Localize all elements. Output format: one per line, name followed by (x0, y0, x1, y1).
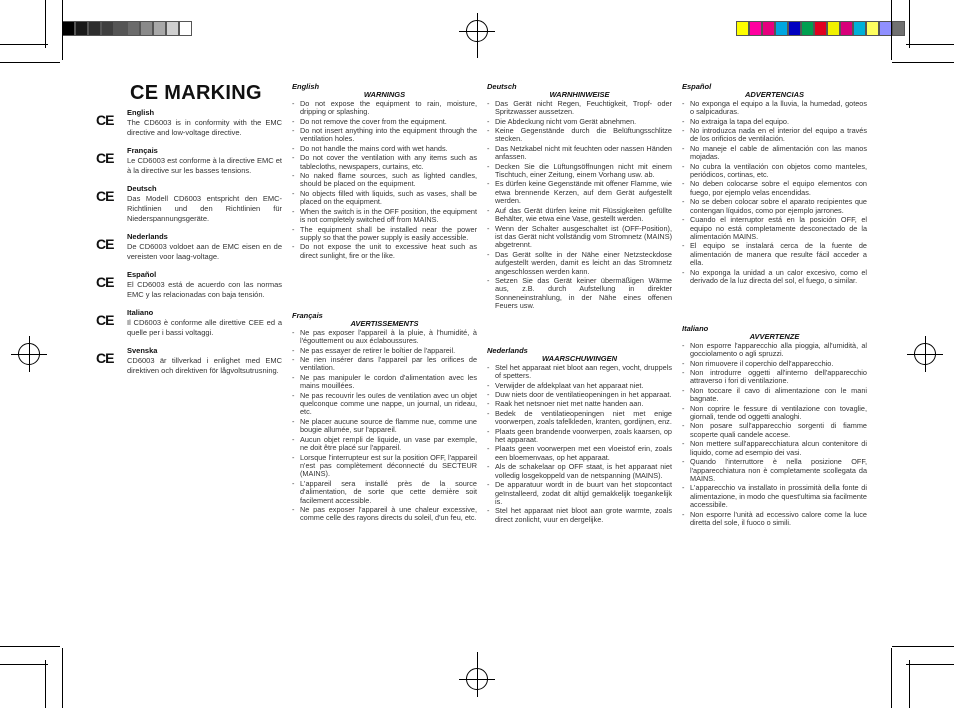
warning-item: - Wenn der Schalter ausgeschaltet ist (OFF-Position), ist das Gerät nicht vollständig vom Stromnetz (MAINS) abgetrennt. (487, 225, 672, 250)
warning-item: - Cuando el interruptor está en la posición OFF, el equipo no está completamente desconectado de la alimentación MAINS. (682, 216, 867, 241)
ce-logo-icon: CE (96, 112, 114, 128)
warning-item: - Ne pas manipuler le cordon d'alimentation avec les mains mouillées. (292, 374, 477, 391)
ce-logo-icon: CE (96, 236, 114, 252)
warning-item: - Non esporre l'unità ad eccessivo calore come la luce diretta del sole, il fuoco o simili. (682, 511, 867, 528)
color-swatch (814, 21, 827, 36)
crop-mark (909, 0, 910, 48)
warning-item: - Non posare sull'apparecchio sorgenti di fiamme scoperte quali candele accese. (682, 422, 867, 439)
section-title: WARNHINWEISE (549, 90, 610, 100)
color-bar-right (736, 21, 905, 36)
warning-item: - No cubra la ventilación con objetos como manteles, periódicos, cortinas, etc. (682, 163, 867, 180)
ce-list (96, 108, 282, 384)
color-swatch (866, 21, 879, 36)
warning-list (292, 100, 477, 260)
registration-mark (18, 343, 40, 365)
warning-item: - Es dürfen keine Gegenstände mit offener Flamme, wie etwa brennende Kerzen, auf dem Gerät aufgestellt werden. (487, 180, 672, 205)
warning-item: - Keine Gegenstände durch die Belüftungsschlitze stecken. (487, 127, 672, 144)
warning-item: - Das Gerät sollte in der Nähe einer Netzsteckdose aufgestellt werden, damit es leicht an das Stromnetz angeschlossen werden kann. (487, 251, 672, 276)
warning-item: - Plaats geen brandende voorwerpen, zoals kaarsen, op het apparaat. (487, 428, 672, 445)
section-language: English (292, 82, 320, 91)
page-title: CE MARKING (130, 82, 262, 104)
color-swatch (736, 21, 749, 36)
warning-item: - No objects filled with liquids, such as vases, shall be placed on the equipment. (292, 190, 477, 207)
column-italiano (682, 325, 867, 528)
color-swatch (827, 21, 840, 36)
crop-mark (892, 646, 954, 647)
warning-item: - Do not insert anything into the equipment through the ventilation holes. (292, 127, 477, 144)
warning-list (487, 100, 672, 311)
section-language: Nederlands (487, 346, 528, 355)
ce-statement: De CD6003 voldoet aan de EMC eisen en de vereisten voor laag-voltage. (127, 242, 282, 261)
warning-item: - Stel het apparaat niet bloot aan regen, vocht, druppels of spetters. (487, 364, 672, 381)
color-swatch (166, 21, 179, 36)
crop-mark (906, 664, 954, 665)
crop-mark (892, 62, 954, 63)
section-title: AVERTISSEMENTS (350, 319, 419, 329)
ce-item (96, 108, 282, 138)
warning-item: - Non esporre l'apparecchio alla pioggia, all'umidità, al gocciolamento o agli spruzzi. (682, 342, 867, 359)
warning-item: - Das Gerät nicht Regen, Feuchtigkeit, Tropf- oder Spritzwasser aussetzen. (487, 100, 672, 117)
warning-list (487, 364, 672, 524)
ce-statement: CD6003 är tillverkad i enlighet med EMC direktiven och direktiven för lågvoltsutrusning. (127, 356, 282, 375)
ce-item (96, 270, 282, 300)
column-francais (292, 312, 477, 524)
warning-list (682, 100, 867, 286)
column-espanol (682, 83, 867, 286)
warning-item: - Als de schakelaar op OFF staat, is het apparaat niet volledig losgekoppeld van de netspanning (MAINS). (487, 463, 672, 480)
warning-item: - Die Abdeckung nicht vom Gerät abnehmen. (487, 118, 672, 126)
color-swatch (153, 21, 166, 36)
crop-mark (909, 660, 910, 708)
section-language: Español (682, 82, 712, 91)
color-swatch (853, 21, 866, 36)
warning-item: - L'apparecchio va installato in prossimità della fonte di alimentazione, in modo che quest'ultima sia facilmente accessibile. (682, 484, 867, 509)
column-nederlands (487, 347, 672, 525)
warning-item: - Das Netzkabel nicht mit feuchten oder nassen Händen anfassen. (487, 145, 672, 162)
ce-statement: Das Modell CD6003 entspricht den EMC-Richtlinien und den Richtlinien für Niederspannungsgeräte. (127, 194, 282, 223)
warning-list (292, 329, 477, 523)
warning-item: - No se deben colocar sobre el aparato recipientes que contengan líquidos, como por ejemplo jarrones. (682, 198, 867, 215)
color-swatch (775, 21, 788, 36)
ce-item (96, 346, 282, 376)
registration-mark (466, 668, 488, 690)
warning-item: - Do not expose the equipment to rain, moisture, dripping or splashing. (292, 100, 477, 117)
warning-item: - When the switch is in the OFF position, the equipment is not completely switched off from MAINS. (292, 208, 477, 225)
crop-mark (906, 44, 954, 45)
crop-mark (62, 648, 63, 708)
color-swatch (127, 21, 140, 36)
color-swatch (62, 21, 75, 36)
registration-mark (466, 20, 488, 42)
ce-logo-icon: CE (96, 274, 114, 290)
warning-item: - No extraiga la tapa del equipo. (682, 118, 867, 126)
warning-item: - Ne placer aucune source de flamme nue, comme une bougie allumée, sur l'appareil. (292, 418, 477, 435)
ce-language: Svenska (127, 346, 158, 355)
color-swatch (101, 21, 114, 36)
ce-statement: Il CD6003 è conforme alle direttive CEE ed a quelle per i bassi voltaggi. (127, 318, 282, 337)
warning-item: - Verwijder de afdekplaat van het apparaat niet. (487, 382, 672, 390)
section-title: WAARSCHUWINGEN (542, 354, 617, 364)
crop-mark (0, 44, 48, 45)
ce-item (96, 184, 282, 224)
crop-mark (891, 0, 892, 60)
ce-language: Français (127, 146, 158, 155)
warning-item: - Decken Sie die Lüftungsöffnungen nicht mit einem Tischtuch, einer Zeitung, einem Vorhang usw. ab. (487, 163, 672, 180)
ce-language: Deutsch (127, 184, 157, 193)
crop-mark (0, 646, 60, 647)
ce-language: English (127, 108, 155, 117)
ce-logo-icon: CE (96, 150, 114, 166)
warning-item: - Stel het apparaat niet bloot aan grote warmte, zoals direct zonlicht, vuur en dergelijke. (487, 507, 672, 524)
warning-item: - Non mettere sull'apparecchiatura alcun contenitore di liquido, come ad esempio dei vasi. (682, 440, 867, 457)
color-swatch (179, 21, 192, 36)
ce-logo-icon: CE (96, 188, 114, 204)
warning-item: - Do not cover the ventilation with any items such as tablecloths, newspapers, curtains, etc. (292, 154, 477, 171)
ce-language: Español (127, 270, 157, 279)
ce-item (96, 232, 282, 262)
warning-item: - Lorsque l'interrupteur est sur la position OFF, l'appareil n'est pas complètement déconnecté du SECTEUR (MAINS). (292, 454, 477, 479)
color-swatch (114, 21, 127, 36)
color-swatch (75, 21, 88, 36)
warning-item: - The equipment shall be installed near the power supply so that the power supply is easily accessible. (292, 226, 477, 243)
warning-item: - Aucun objet rempli de liquide, un vase par exemple, ne doit être placé sur l'appareil. (292, 436, 477, 453)
warning-item: - No introduzca nada en el interior del equipo a través de los orificios de ventilación. (682, 127, 867, 144)
warning-item: - Ne pas exposer l'appareil à une chaleur excessive, comme celle des rayons directs du soleil, d'un feu, etc. (292, 506, 477, 523)
ce-statement: The CD6003 is in conformity with the EMC directive and low-voltage directive. (127, 118, 282, 137)
section-title: ADVERTENCIAS (744, 90, 805, 100)
ce-language: Italiano (127, 308, 154, 317)
warning-item: - Auf das Gerät dürfen keine mit Flüssigkeiten gefüllte Behälter, wie etwa eine Vase, gestellt werden. (487, 207, 672, 224)
warning-item: - El equipo se instalará cerca de la fuente de alimentación de manera que resulte fácil acceder a ella. (682, 242, 867, 267)
warning-item: - Ne pas recouvrir les ouïes de ventilation avec un objet quelconque comme une nappe, un journal, un rideau, etc. (292, 392, 477, 417)
warning-item: - De apparatuur wordt in de buurt van het stopcontact geïnstalleerd, zodat dit altijd gemakkelijk toegankelijk is. (487, 481, 672, 506)
ce-item (96, 308, 282, 338)
warning-item: - Ne rien insérer dans l'appareil par les orifices de ventilation. (292, 356, 477, 373)
crop-mark (0, 62, 60, 63)
color-swatch (801, 21, 814, 36)
crop-mark (891, 648, 892, 708)
warning-item: - Setzen Sie das Gerät keiner übermäßigen Wärme aus, z.B. durch Aufstellung in direkter Sonneneinstrahlung, in der Nähe eines offenen Feuers usw. (487, 277, 672, 311)
crop-mark (45, 660, 46, 708)
fold-line (477, 652, 478, 664)
section-language: Français (292, 311, 323, 320)
color-swatch (140, 21, 153, 36)
ce-logo-icon: CE (96, 350, 114, 366)
registration-mark (914, 343, 936, 365)
color-swatch (840, 21, 853, 36)
warning-item: - Do not remove the cover from the equipment. (292, 118, 477, 126)
column-deutsch (487, 83, 672, 312)
crop-mark (45, 0, 46, 48)
warning-item: - L'appareil sera installé près de la source d'alimentation, de sorte que cette dernière soit facilement accessible. (292, 480, 477, 505)
warning-item: - Bedek de ventilatieopeningen niet met enige voorwerpen, zoals tafelkleden, kranten, gordijnen, enz. (487, 410, 672, 427)
color-swatch (788, 21, 801, 36)
color-swatch (749, 21, 762, 36)
section-language: Italiano (682, 324, 709, 333)
warning-item: - No deben colocarse sobre el equipo elementos con fuego, por ejemplo velas encendidas. (682, 180, 867, 197)
ce-statement: Le CD6003 est conforme à la directive EMC et à la directive sur les basses tensions. (127, 156, 282, 175)
warning-item: - Do not handle the mains cord with wet hands. (292, 145, 477, 153)
warning-item: - No naked flame sources, such as lighted candles, should be placed on the equipment. (292, 172, 477, 189)
ce-language: Nederlands (127, 232, 168, 241)
warning-item: - Non coprire le fessure di ventilazione con tovaglie, giornali, tende od oggetti analoghi. (682, 405, 867, 422)
warning-item: - Ne pas exposer l'appareil à la pluie, à l'humidité, à l'égouttement ou aux éclaboussures. (292, 329, 477, 346)
ce-statement: El CD6003 está de acuerdo con las normas EMC y las relacionadas con baja tensión. (127, 280, 282, 299)
warning-item: - Quando l'interruttore è nella posizione OFF, l'apparecchiatura non è completamente scollegata da MAINS. (682, 458, 867, 483)
fold-line (477, 46, 478, 58)
color-swatch (88, 21, 101, 36)
color-swatch (892, 21, 905, 36)
color-bar-left (62, 21, 192, 36)
warning-item: - No exponga la unidad a un calor excesivo, como el derivado de la luz directa del sol, el fuego, o similar. (682, 269, 867, 286)
warning-item: - Raak het netsnoer niet met natte handen aan. (487, 400, 672, 408)
warning-item: - Duw niets door de ventilatieopeningen in het apparaat. (487, 391, 672, 399)
warning-item: - No exponga el equipo a la lluvia, la humedad, goteos o salpicaduras. (682, 100, 867, 117)
section-title: WARNINGS (363, 90, 406, 100)
warning-item: - No maneje el cable de alimentación con las manos mojadas. (682, 145, 867, 162)
warning-item: - Plaats geen voorwerpen met een vloeistof erin, zoals een bloemenvaas, op het apparaat. (487, 445, 672, 462)
warning-item: - Non toccare il cavo di alimentazione con le mani bagnate. (682, 387, 867, 404)
ce-logo-icon: CE (96, 312, 114, 328)
warning-item: - Non introdurre oggetti all'interno dell'apparecchio attraverso i fori di ventilazione. (682, 369, 867, 386)
warning-item: - Non rimuovere il coperchio dell'apparecchio. (682, 360, 867, 368)
crop-mark (62, 0, 63, 60)
section-language: Deutsch (487, 82, 517, 91)
warning-list (682, 342, 867, 528)
warning-item: - Do not expose the unit to excessive heat such as direct sunlight, fire or the like. (292, 243, 477, 260)
warning-item: - Ne pas essayer de retirer le boîtier de l'appareil. (292, 347, 477, 355)
section-title: AVVERTENZE (749, 332, 800, 342)
column-english (292, 83, 477, 261)
ce-item (96, 146, 282, 176)
color-swatch (762, 21, 775, 36)
crop-mark (0, 664, 48, 665)
